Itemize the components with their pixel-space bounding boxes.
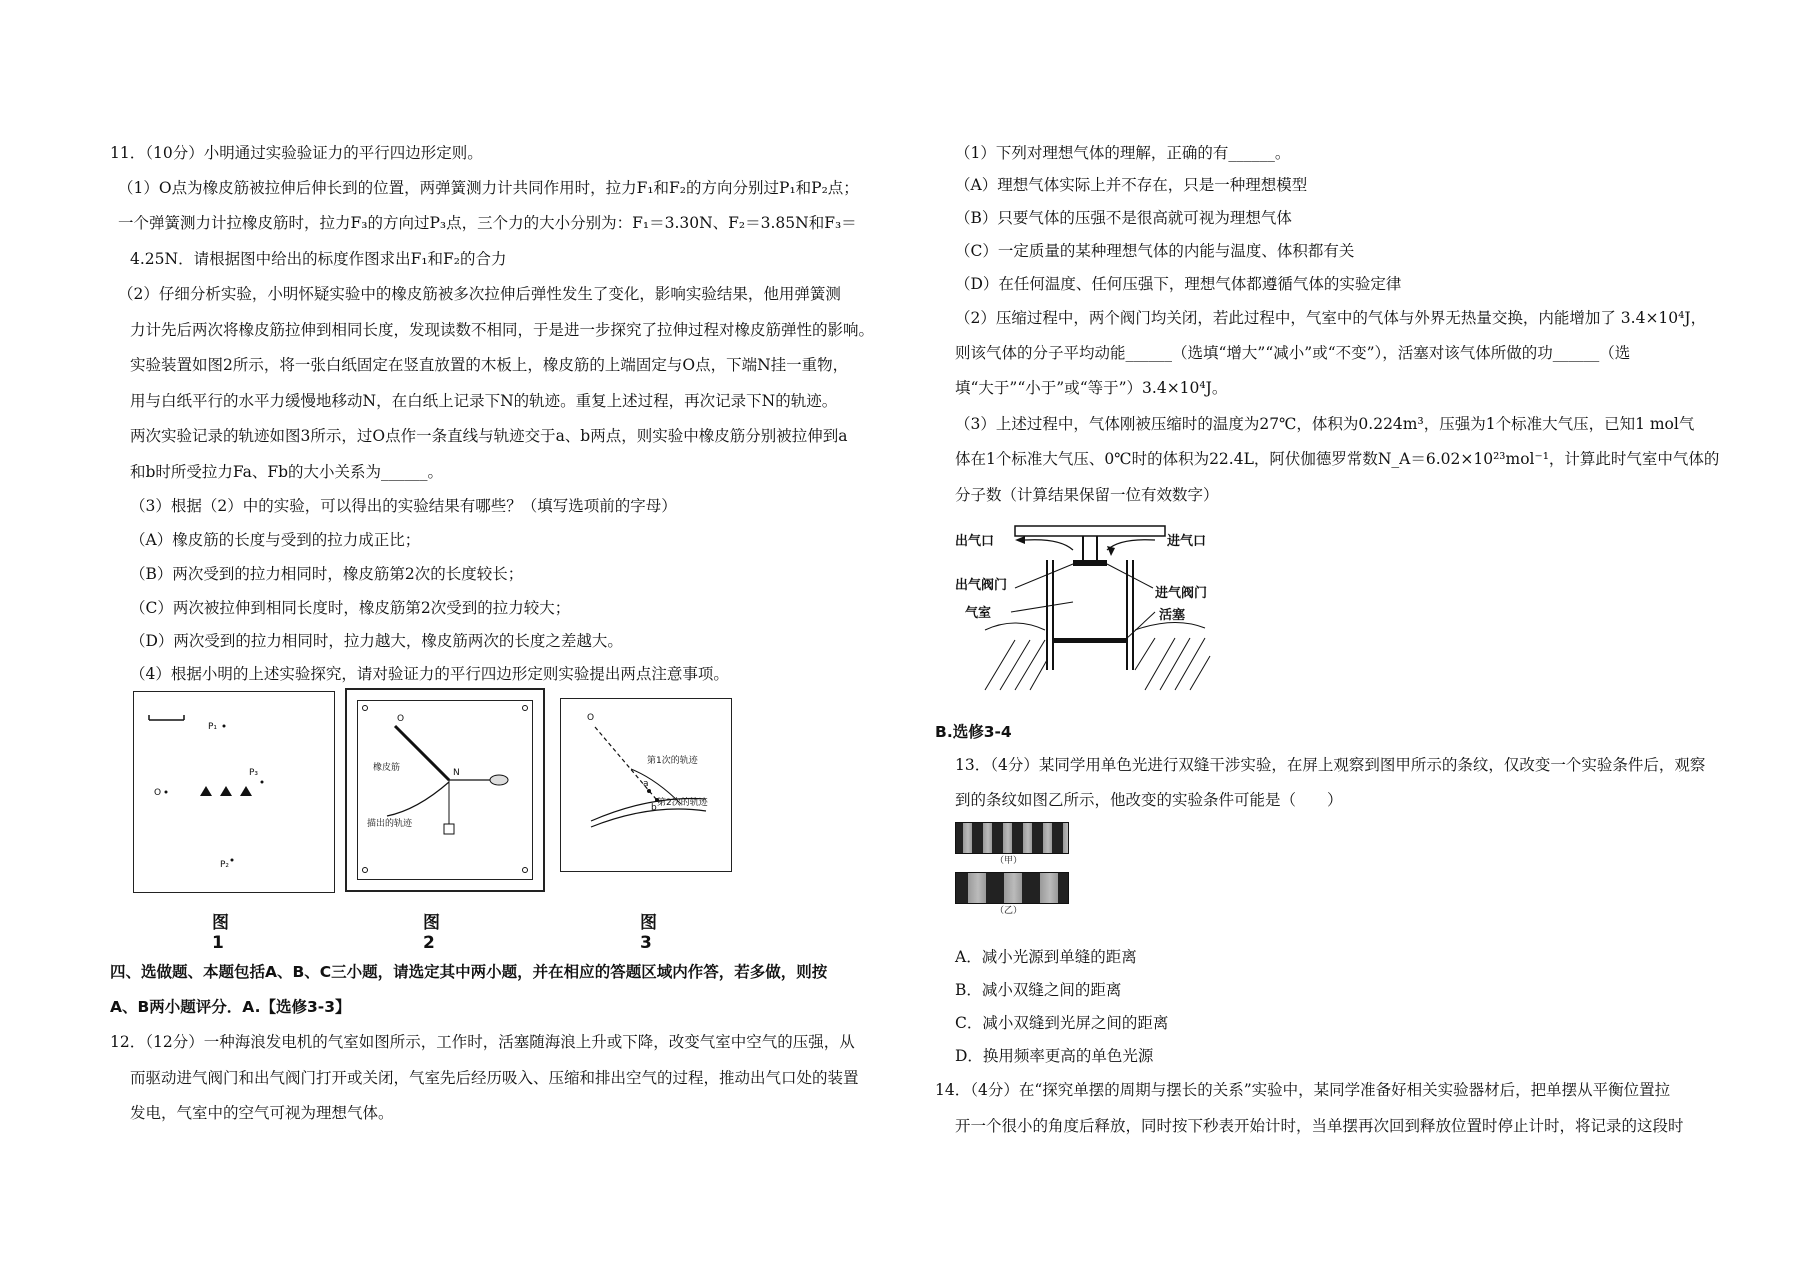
q11-line-8: 两次实验记录的轨迹如图3所示，过O点作一条直线与轨迹交于a、b两点，则实验中橡皮筋分别被拉伸到a — [130, 427, 848, 445]
q11-line-13: （C）两次被拉伸到相同长度时，橡皮筋第2次受到的拉力较大； — [130, 599, 571, 617]
out-valve-pointer — [1015, 564, 1073, 588]
label-out-port: 出气口 — [955, 534, 995, 549]
point-p3 — [261, 781, 264, 784]
q11-line-3: 4.25N．请根据图中给出的标度作图求出F₁和F₂的合力 — [130, 250, 507, 268]
q11-line-10: （3）根据（2）中的实验，可以得出的实验结果有哪些？（填写选项前的字母） — [130, 497, 677, 515]
q12-sub-line-9: 体在1个标准大气压、0℃时的体积为22.4L，阿伏伽德罗常数N_A＝6.02×10²³mol⁻¹，计算此时气室中气体的 — [955, 450, 1720, 468]
weight-block — [444, 824, 454, 834]
label-in-valve: 进气阀门 — [1155, 586, 1208, 601]
triangle-marker — [200, 786, 212, 796]
q12-sub-line-8: （3）上述过程中，气体刚被压缩时的温度为27℃，体积为0.224m³，压强为1个标准大气压，已知1 mol气 — [955, 415, 1695, 433]
q11-line-6: 实验装置如图2所示，将一张白纸固定在竖直放置的木板上，橡皮筋的上端固定与O点，下端N挂一重物， — [130, 356, 849, 374]
out-arrow-head — [1015, 536, 1025, 544]
air-chamber-diagram — [955, 520, 1225, 695]
q11-line-0: 11．（10分）小明通过实验验证力的平行四边形定则。 — [110, 144, 483, 162]
q11-line-9: 和b时所受拉力Fa、Fb的大小关系为______。 — [130, 463, 444, 481]
figure-1-drawing — [134, 692, 334, 892]
second-trace — [591, 809, 706, 827]
figure-1 — [133, 691, 335, 893]
pin — [363, 868, 368, 873]
fig3-label-o: O — [587, 713, 595, 723]
hand-icon — [490, 775, 508, 785]
label-chamber: 气室 — [965, 606, 992, 621]
section-4-line-1: A、B两小题评分．A.【选修3-3】 — [110, 998, 351, 1016]
fringe-label-jia: （甲） — [995, 856, 1023, 866]
fig2-label-rubber: 橡皮筋 — [373, 763, 401, 773]
q12-line-2: 发电，气室中的空气可视为理想气体。 — [130, 1104, 394, 1122]
q13-line-1: 到的条纹如图乙所示，他改变的实验条件可能是（ ） — [955, 791, 1343, 809]
q12-sub-line-2: （B）只要气体的压强不是很高就可视为理想气体 — [955, 209, 1292, 227]
fringe-label-yi: （乙） — [995, 906, 1023, 916]
triangle-marker — [240, 786, 252, 796]
label-out-valve: 出气阀门 — [955, 578, 1008, 593]
q11-line-11: （A）橡皮筋的长度与受到的拉力成正比； — [130, 531, 421, 549]
label-p3: P₃ — [249, 768, 259, 778]
point-p2 — [231, 859, 234, 862]
piston-pointer — [1125, 612, 1155, 640]
label-piston: 活塞 — [1159, 608, 1186, 623]
q11-line-15: （4）根据小明的上述实验探究，请对验证力的平行四边形定则实验提出两点注意事项。 — [130, 665, 729, 683]
q12-sub-line-5: （2）压缩过程中，两个阀门均关闭，若此过程中，气室中的气体与外界无热量交换，内能增加了 3.4×10⁴J， — [955, 309, 1707, 327]
q12-sub-line-1: （A）理想气体实际上并不存在，只是一种理想模型 — [955, 176, 1308, 194]
q14-line-0: 14．（4分）在“探究单摆的周期与摆长的关系”实验中，某同学准备好相关实验器材后，把单摆从平衡位置拉 — [935, 1081, 1671, 1099]
label-p2: P₂ — [220, 860, 230, 870]
chamber-pointer — [1011, 602, 1073, 612]
top-plate — [1015, 526, 1165, 536]
fig2-label-o: O — [397, 714, 405, 724]
q13-option-b: B．减小双缝之间的距离 — [955, 981, 1122, 999]
q12-sub-line-4: （D）在任何温度、任何压强下，理想气体都遵循气体的实验定律 — [955, 275, 1402, 293]
fig3-label-a: a — [643, 779, 649, 789]
q14-line-1: 开一个很小的角度后释放，同时按下秒表开始计时，当单摆再次回到释放位置时停止计时，将记录的这段时 — [955, 1117, 1684, 1135]
figure-2-drawing — [347, 690, 543, 890]
pin — [523, 868, 528, 873]
q12-sub-line-10: 分子数（计算结果保留一位有效数字） — [955, 486, 1219, 504]
fig3-label-second: 第2次的轨迹 — [657, 798, 708, 808]
fig3-label-b: b — [651, 803, 657, 813]
q11-line-1: （1）O点为橡皮筋被拉伸后伸长到的位置，两弹簧测力计共同作用时，拉力F₁和F₂的方向分别过P₁和P₂点； — [118, 179, 859, 197]
in-arrow-head — [1107, 546, 1115, 556]
fig2-label-n: N — [453, 768, 460, 778]
rubber-band — [395, 726, 449, 780]
q12-sub-line-7: 填“大于”“小于”或“等于”）3.4×10⁴J。 — [955, 379, 1228, 397]
figure-3 — [560, 698, 732, 872]
piston — [1053, 638, 1127, 643]
q12-sub-line-6: 则该气体的分子平均动能______（选填“增大”“减小”或“不变”），活塞对该气体所做的功______（选 — [955, 344, 1631, 362]
q11-line-4: （2）仔细分析实验，小明怀疑实验中的橡皮筋被多次拉伸后弹性发生了变化，影响实验结果，他用弹簧测 — [118, 285, 841, 303]
q11-line-2: 一个弹簧测力计拉橡皮筋时，拉力F₃的方向过P₃点，三个力的大小分别为：F₁＝3.30N、F₂＝3.85N和F₃＝ — [118, 214, 857, 232]
out-flow-arrow — [1025, 540, 1073, 550]
trace-curve — [387, 782, 449, 816]
q12-sub-line-0: （1）下列对理想气体的理解，正确的有______。 — [955, 144, 1291, 162]
fringe-image-jia — [955, 822, 1069, 854]
q11-line-12: （B）两次受到的拉力相同时，橡皮筋第2次的长度较长； — [130, 565, 524, 583]
point-o — [165, 791, 168, 794]
section-4-line-0: 四、选做题、本题包括A、B、C三小题，请选定其中两小题，并在相应的答题区域内作答，若多做，则按 — [110, 963, 828, 981]
q13-option-d: D．换用频率更高的单色光源 — [955, 1047, 1154, 1065]
q11-line-14: （D）两次受到的拉力相同时，拉力越大，橡皮筋两次的长度之差越大。 — [130, 632, 623, 650]
label-in-port: 进气口 — [1167, 534, 1207, 549]
fig3-label-first: 第1次的轨迹 — [647, 756, 698, 766]
q11-line-5: 力计先后两次将橡皮筋拉伸到相同长度，发现读数不相同，于是进一步探究了拉伸过程对橡皮筋弹性的影响。 — [130, 321, 875, 339]
label-o: O — [154, 788, 162, 798]
q11-line-7: 用与白纸平行的水平力缓慢地移动N，在白纸上记录下N的轨迹。重复上述过程，再次记录下N的轨迹。 — [130, 392, 838, 410]
point-a — [647, 789, 651, 793]
figure-2 — [345, 688, 545, 892]
section-b-heading: B.选修3-4 — [935, 723, 1012, 741]
figure-1-label: 图1 — [212, 913, 229, 953]
label-p1: P₁ — [208, 722, 218, 732]
q12-line-0: 12．（12分）一种海浪发电机的气室如图所示，工作时，活塞随海浪上升或下降，改变气室中空气的压强，从 — [110, 1033, 855, 1051]
q13-option-a: A．减小光源到单缝的距离 — [955, 948, 1137, 966]
valve-plate — [1073, 560, 1107, 566]
q12-sub-line-3: （C）一定质量的某种理想气体的内能与温度、体积都有关 — [955, 242, 1355, 260]
pin — [523, 706, 528, 711]
in-valve-pointer — [1107, 564, 1153, 588]
q13-option-c: C．减小双缝到光屏之间的距离 — [955, 1014, 1169, 1032]
fig2-label-track: 描出的轨迹 — [367, 819, 413, 829]
q13-line-0: 13．（4分）某同学用单色光进行双缝干涉实验，在屏上观察到图甲所示的条纹，仅改变一个实验条件后，观察 — [955, 756, 1706, 774]
fringe-image-yi — [955, 872, 1069, 904]
ground-hatching — [985, 622, 1210, 690]
point-p1 — [223, 725, 226, 728]
triangle-marker — [220, 786, 232, 796]
figure-2-label: 图2 — [423, 913, 440, 953]
pin — [363, 706, 368, 711]
figure-3-label: 图3 — [640, 913, 657, 953]
q12-line-1: 而驱动进气阀门和出气阀门打开或关闭，气室先后经历吸入、压缩和排出空气的过程，推动出气口处的装置 — [130, 1069, 859, 1087]
